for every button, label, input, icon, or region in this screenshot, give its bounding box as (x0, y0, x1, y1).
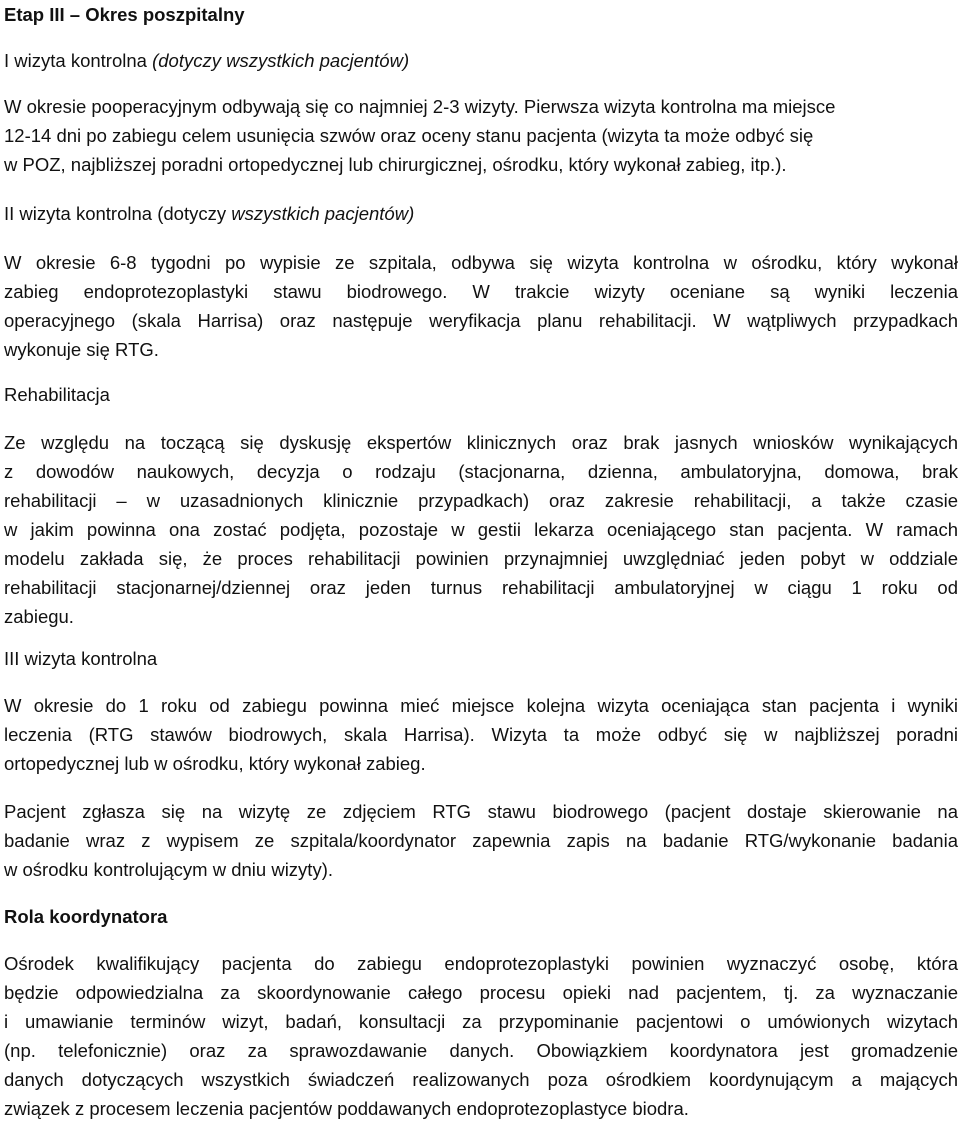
paragraph-line: 12-14 dni po zabiegu celem usunięcia szwów oraz oceny stanu pacjenta (wizyta ta może odbyć się (4, 125, 814, 146)
visit1-paragraph (4, 92, 958, 179)
visit2-title-plain: II wizyta kontrolna (dotyczy (4, 203, 232, 224)
paragraph-line: w ośrodku kontrolującym w dniu wizyty). (4, 859, 333, 880)
coordinator-paragraph (4, 949, 958, 1123)
rehab-title: Rehabilitacja (4, 384, 110, 405)
paragraph-line: Ośrodek kwalifikujący pacjenta do zabiegu endoprotezoplastyki powinien wyznaczyć osobę, która (4, 953, 958, 974)
paragraph-line: rehabilitacji stacjonarnej/dziennej oraz jeden turnus rehabilitacji ambulatoryjnej w ciągu 1 roku od (4, 577, 958, 598)
visit1-title (4, 46, 958, 75)
paragraph-line: leczenia (RTG stawów biodrowych, skala Harrisa). Wizyta ta może odbyć się w najbliższej poradni (4, 724, 958, 745)
visit2-title-italic: wszystkich pacjentów) (231, 203, 415, 224)
paragraph-line: danych dotyczących wszystkich świadczeń realizowanych poza ośrodkiem koordynującym a mających (4, 1069, 958, 1090)
rehab-paragraph (4, 428, 958, 631)
coordinator-title: Rola koordynatora (4, 906, 168, 927)
paragraph-line: zabieg endoprotezoplastyki stawu biodrowego. W trakcie wizyty oceniane są wyniki leczenia (4, 281, 958, 302)
paragraph-line: wykonuje się RTG. (4, 339, 159, 360)
paragraph-line: Ze względu na toczącą się dyskusję ekspertów klinicznych oraz brak jasnych wniosków wynikających (4, 432, 958, 453)
paragraph-line: będzie odpowiedzialna za skoordynowanie całego procesu opieki nad pacjentem, tj. za wyznaczanie (4, 982, 958, 1003)
paragraph-line: modelu zakłada się, że proces rehabilitacji powinien przynajmniej uwzględniać jeden pobyt w oddziale (4, 548, 958, 569)
paragraph-line: zabiegu. (4, 606, 74, 627)
paragraph-line: w POZ, najbliższej poradni ortopedycznej lub chirurgicznej, ośrodku, który wykonał zabieg, itp.). (4, 154, 787, 175)
visit3-paragraph (4, 691, 958, 778)
paragraph-line: i umawianie terminów wizyt, badań, konsultacji za przypominanie pacjentowi o umówionych wizytach (4, 1011, 958, 1032)
paragraph-line: W okresie do 1 roku od zabiegu powinna mieć miejsce kolejna wizyta oceniająca stan pacjenta i wyniki (4, 695, 958, 716)
visit3-rtg-paragraph (4, 797, 958, 884)
visit3-title: III wizyta kontrolna (4, 648, 158, 669)
paragraph-line: rehabilitacji – w uzasadnionych klinicznie przypadkach) oraz zakresie rehabilitacji, a także czasie (4, 490, 958, 511)
paragraph-line: badanie wraz z wypisem ze szpitala/koordynator zapewnia zapis na badanie RTG/wykonanie badania (4, 830, 958, 851)
stage-heading: Etap III – Okres poszpitalny (4, 4, 245, 25)
paragraph-line: W okresie 6-8 tygodni po wypisie ze szpitala, odbywa się wizyta kontrolna w ośrodku, który wykonał (4, 252, 958, 273)
paragraph-line: w jakim powinna ona zostać podjęta, pozostaje w gestii lekarza oceniającego stan pacjenta. W ramach (4, 519, 958, 540)
visit2-paragraph (4, 248, 958, 364)
paragraph-line: operacyjnego (skala Harrisa) oraz następuje weryfikacja planu rehabilitacji. W wątpliwych przypadkach (4, 310, 958, 331)
visit2-title (4, 199, 958, 228)
paragraph-line: Pacjent zgłasza się na wizytę ze zdjęciem RTG stawu biodrowego (pacjent dostaje skierowanie na (4, 801, 958, 822)
paragraph-line: związek z procesem leczenia pacjentów poddawanych endoprotezoplastyce biodra. (4, 1098, 689, 1119)
paragraph-line: z dowodów naukowych, decyzja o rodzaju (stacjonarna, dzienna, ambulatoryjna, domowa, brak (4, 461, 958, 482)
paragraph-line: (np. telefonicznie) oraz za sprawozdawanie danych. Obowiązkiem koordynatora jest gromadzenie (4, 1040, 958, 1061)
paragraph-line: W okresie pooperacyjnym odbywają się co najmniej 2-3 wizyty. Pierwsza wizyta kontrolna ma miejsce (4, 96, 836, 117)
visit1-title-italic: (dotyczy wszystkich pacjentów) (152, 50, 410, 71)
paragraph-line: ortopedycznej lub w ośrodku, który wykonał zabieg. (4, 753, 426, 774)
visit1-title-plain: I wizyta kontrolna (4, 50, 153, 71)
